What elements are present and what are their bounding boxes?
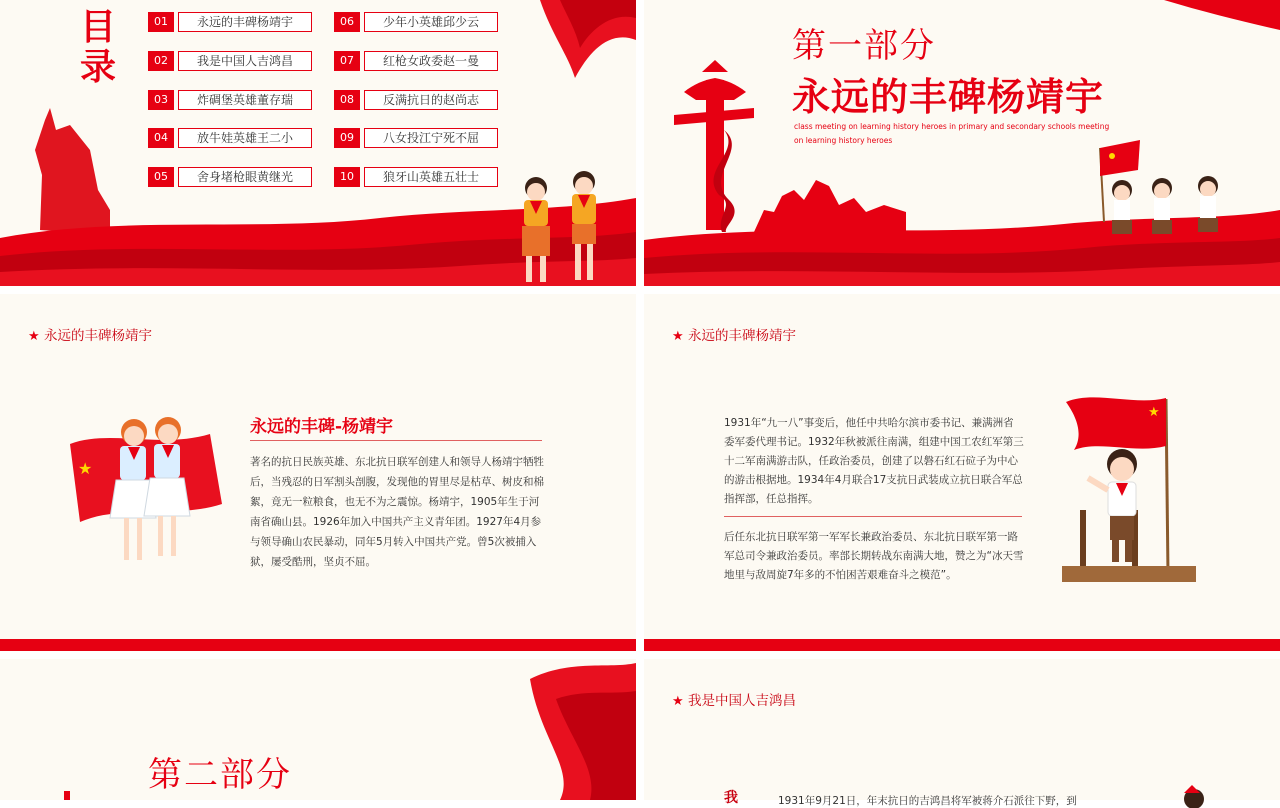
part-two-decoration xyxy=(0,659,636,800)
toc-number: 06 xyxy=(334,12,360,32)
section-header-text: 我是中国人吉鸿昌 xyxy=(687,693,796,709)
star-icon: ★ xyxy=(672,329,684,344)
bottom-band xyxy=(0,639,636,651)
toc-label: 反满抗日的赵尚志 xyxy=(364,90,498,110)
toc-label: 八女投江宁死不屈 xyxy=(364,128,498,148)
toc-number: 05 xyxy=(148,167,174,187)
section-header-text: 永远的丰碑杨靖宇 xyxy=(43,328,152,344)
section-header-text: 永远的丰碑杨靖宇 xyxy=(687,328,796,344)
toc-number: 03 xyxy=(148,90,174,110)
hero-description: 著名的抗日民族英雄、东北抗日联军创建人和领导人杨靖宇牺牲后，当残忍的日军割头剖腹，发现他的胃里尽是枯草、树皮和棉絮，竟无一粒粮食，也无不为之震惊。杨靖宇，1905年生于河南省确山县。1926年加入中国共产主义青年团。1927年4月参与领导确山农民暴动，同年5月转入中国共产党。曾5次被捕入狱，屡受酷刑，坚贞不屈。 xyxy=(250,456,544,568)
toc-label: 放牛娃英雄王二小 xyxy=(178,128,312,148)
part-title: 第一部分 xyxy=(792,26,936,66)
paragraph-2: 后任东北抗日联军第一军军长兼政治委员、东北抗日联军第一路军总司令兼政治委员。率部长期转战东南满大地，赞之为“冰天雪地里与敌周旋7年多的不怕困苦艰难奋斗之模范”。 xyxy=(724,531,1024,581)
toc-label: 狼牙山英雄五壮士 xyxy=(364,167,498,187)
toc-number: 01 xyxy=(148,12,174,32)
toc-number: 09 xyxy=(334,128,360,148)
divider xyxy=(250,440,542,441)
slide-hero-detail[interactable] xyxy=(644,294,1280,651)
slide-hero-intro[interactable] xyxy=(0,294,636,651)
toc-number: 10 xyxy=(334,167,360,187)
toc-label: 永远的丰碑杨靖宇 xyxy=(178,12,312,32)
toc-label: 舍身堵枪眼黄继光 xyxy=(178,167,312,187)
slide-jihongchang[interactable] xyxy=(644,659,1280,807)
bottom-band xyxy=(644,639,1280,651)
svg-text:★: ★ xyxy=(78,459,93,478)
part-subtitle: 永远的丰碑杨靖宇 xyxy=(792,75,1105,119)
toc-title: 目录 xyxy=(79,7,116,88)
paragraph-1: 1931年“九一八”事变后，他任中共哈尔滨市委书记、兼满洲省委军委代理书记。1932年秋被派往南满，组建中国工农红军第三十二军南满游击队，任政治委员，创建了以磐石红石砬子为中心的游击根据地。1934年4月联合17支抗日武装成立抗日联合军总指挥部，任总指挥。 xyxy=(724,417,1024,505)
toc-number: 08 xyxy=(334,90,360,110)
svg-text:★: ★ xyxy=(1148,405,1160,420)
star-icon: ★ xyxy=(28,329,40,344)
toc-label: 少年小英雄邱少云 xyxy=(364,12,498,32)
toc-label: 炸碉堡英雄董存瑞 xyxy=(178,90,312,110)
illustration-fragment xyxy=(644,659,1280,800)
slide-toc[interactable] xyxy=(0,0,636,286)
slide-part-two[interactable] xyxy=(0,659,636,800)
part-title: 第二部分 xyxy=(148,755,292,795)
boy-flag-illustration xyxy=(644,294,1280,651)
toc-number: 02 xyxy=(148,51,174,71)
toc-label: 我是中国人吉鸿昌 xyxy=(178,51,312,71)
part-english-caption: class meeting on learning history heroes in primary and secondary schools meeting on learning history heroes xyxy=(794,122,1110,145)
toc-label: 红枪女政委赵一曼 xyxy=(364,51,498,71)
toc-number: 07 xyxy=(334,51,360,71)
toc-number: 04 xyxy=(148,128,174,148)
paragraph-fragment: 1931年9月21日，年末抗日的吉鸿昌将军被蒋介石派往下野，到 xyxy=(778,795,1077,807)
hero-title: 永远的丰碑-杨靖宇 xyxy=(250,417,394,437)
slide-part-one[interactable] xyxy=(644,0,1280,286)
vertical-title-fragment: 我 xyxy=(724,790,738,806)
star-icon: ★ xyxy=(672,694,684,709)
